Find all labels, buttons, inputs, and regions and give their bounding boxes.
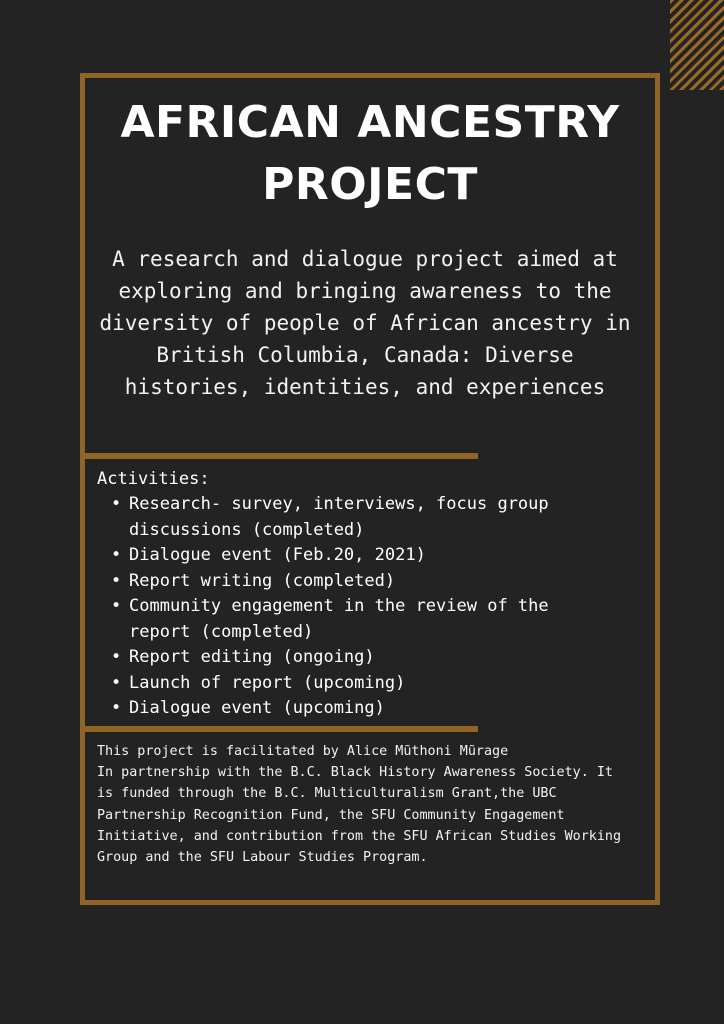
activities-section [97,466,557,722]
bullet-icon: • [111,672,122,693]
divider-top [80,453,478,459]
activity-item [97,594,557,645]
activity-item [97,492,557,543]
bullet-icon: • [111,596,122,616]
decorative-stripes [670,0,724,90]
activity-item [97,645,557,671]
activity-item [97,671,557,697]
funding-note [97,741,637,868]
activity-text: Report writing (completed) [129,570,396,591]
bullet-icon: • [111,545,122,565]
activity-text: Launch of report (upcoming) [129,672,406,693]
activities-list [97,492,557,722]
activity-text: Community engagement in the review of the report (completed) [129,596,549,642]
activity-item [97,696,557,722]
divider-bottom [80,726,478,732]
project-description: A research and dialogue project aimed at exploring and bringing awareness to the diversity of people of African ancestry in British Columbia, Canada: Diverse histories, identities, and experiences [99,247,631,399]
bullet-icon: • [111,494,122,514]
activity-text: Dialogue event (Feb.20, 2021) [129,545,426,565]
bullet-icon: • [111,570,122,591]
facilitator-line: This project is facilitated by Alice Mũthoni Mũrage [97,744,509,759]
bullet-icon: • [111,698,122,718]
activities-heading: Activities: [97,469,210,489]
activity-text: Research- survey, interviews, focus group discussions (completed) [129,494,549,540]
activity-item [97,569,557,595]
activity-text: Report editing (ongoing) [129,647,375,667]
activity-text: Dialogue event (upcoming) [129,698,385,718]
partnership-text: In partnership with the B.C. Black History Awareness Society. It is funded through the B.C. Multiculturalism Grant,the UBC Partnership Recognition Fund, the SFU Community Engagement Initiative, and contribution from the SFU African Studies Working Group and the SFU Labour Studies Program. [97,765,622,866]
activity-item [97,543,557,569]
page-title: AFRICAN ANCESTRY PROJECT [120,97,620,210]
bullet-icon: • [111,647,122,667]
